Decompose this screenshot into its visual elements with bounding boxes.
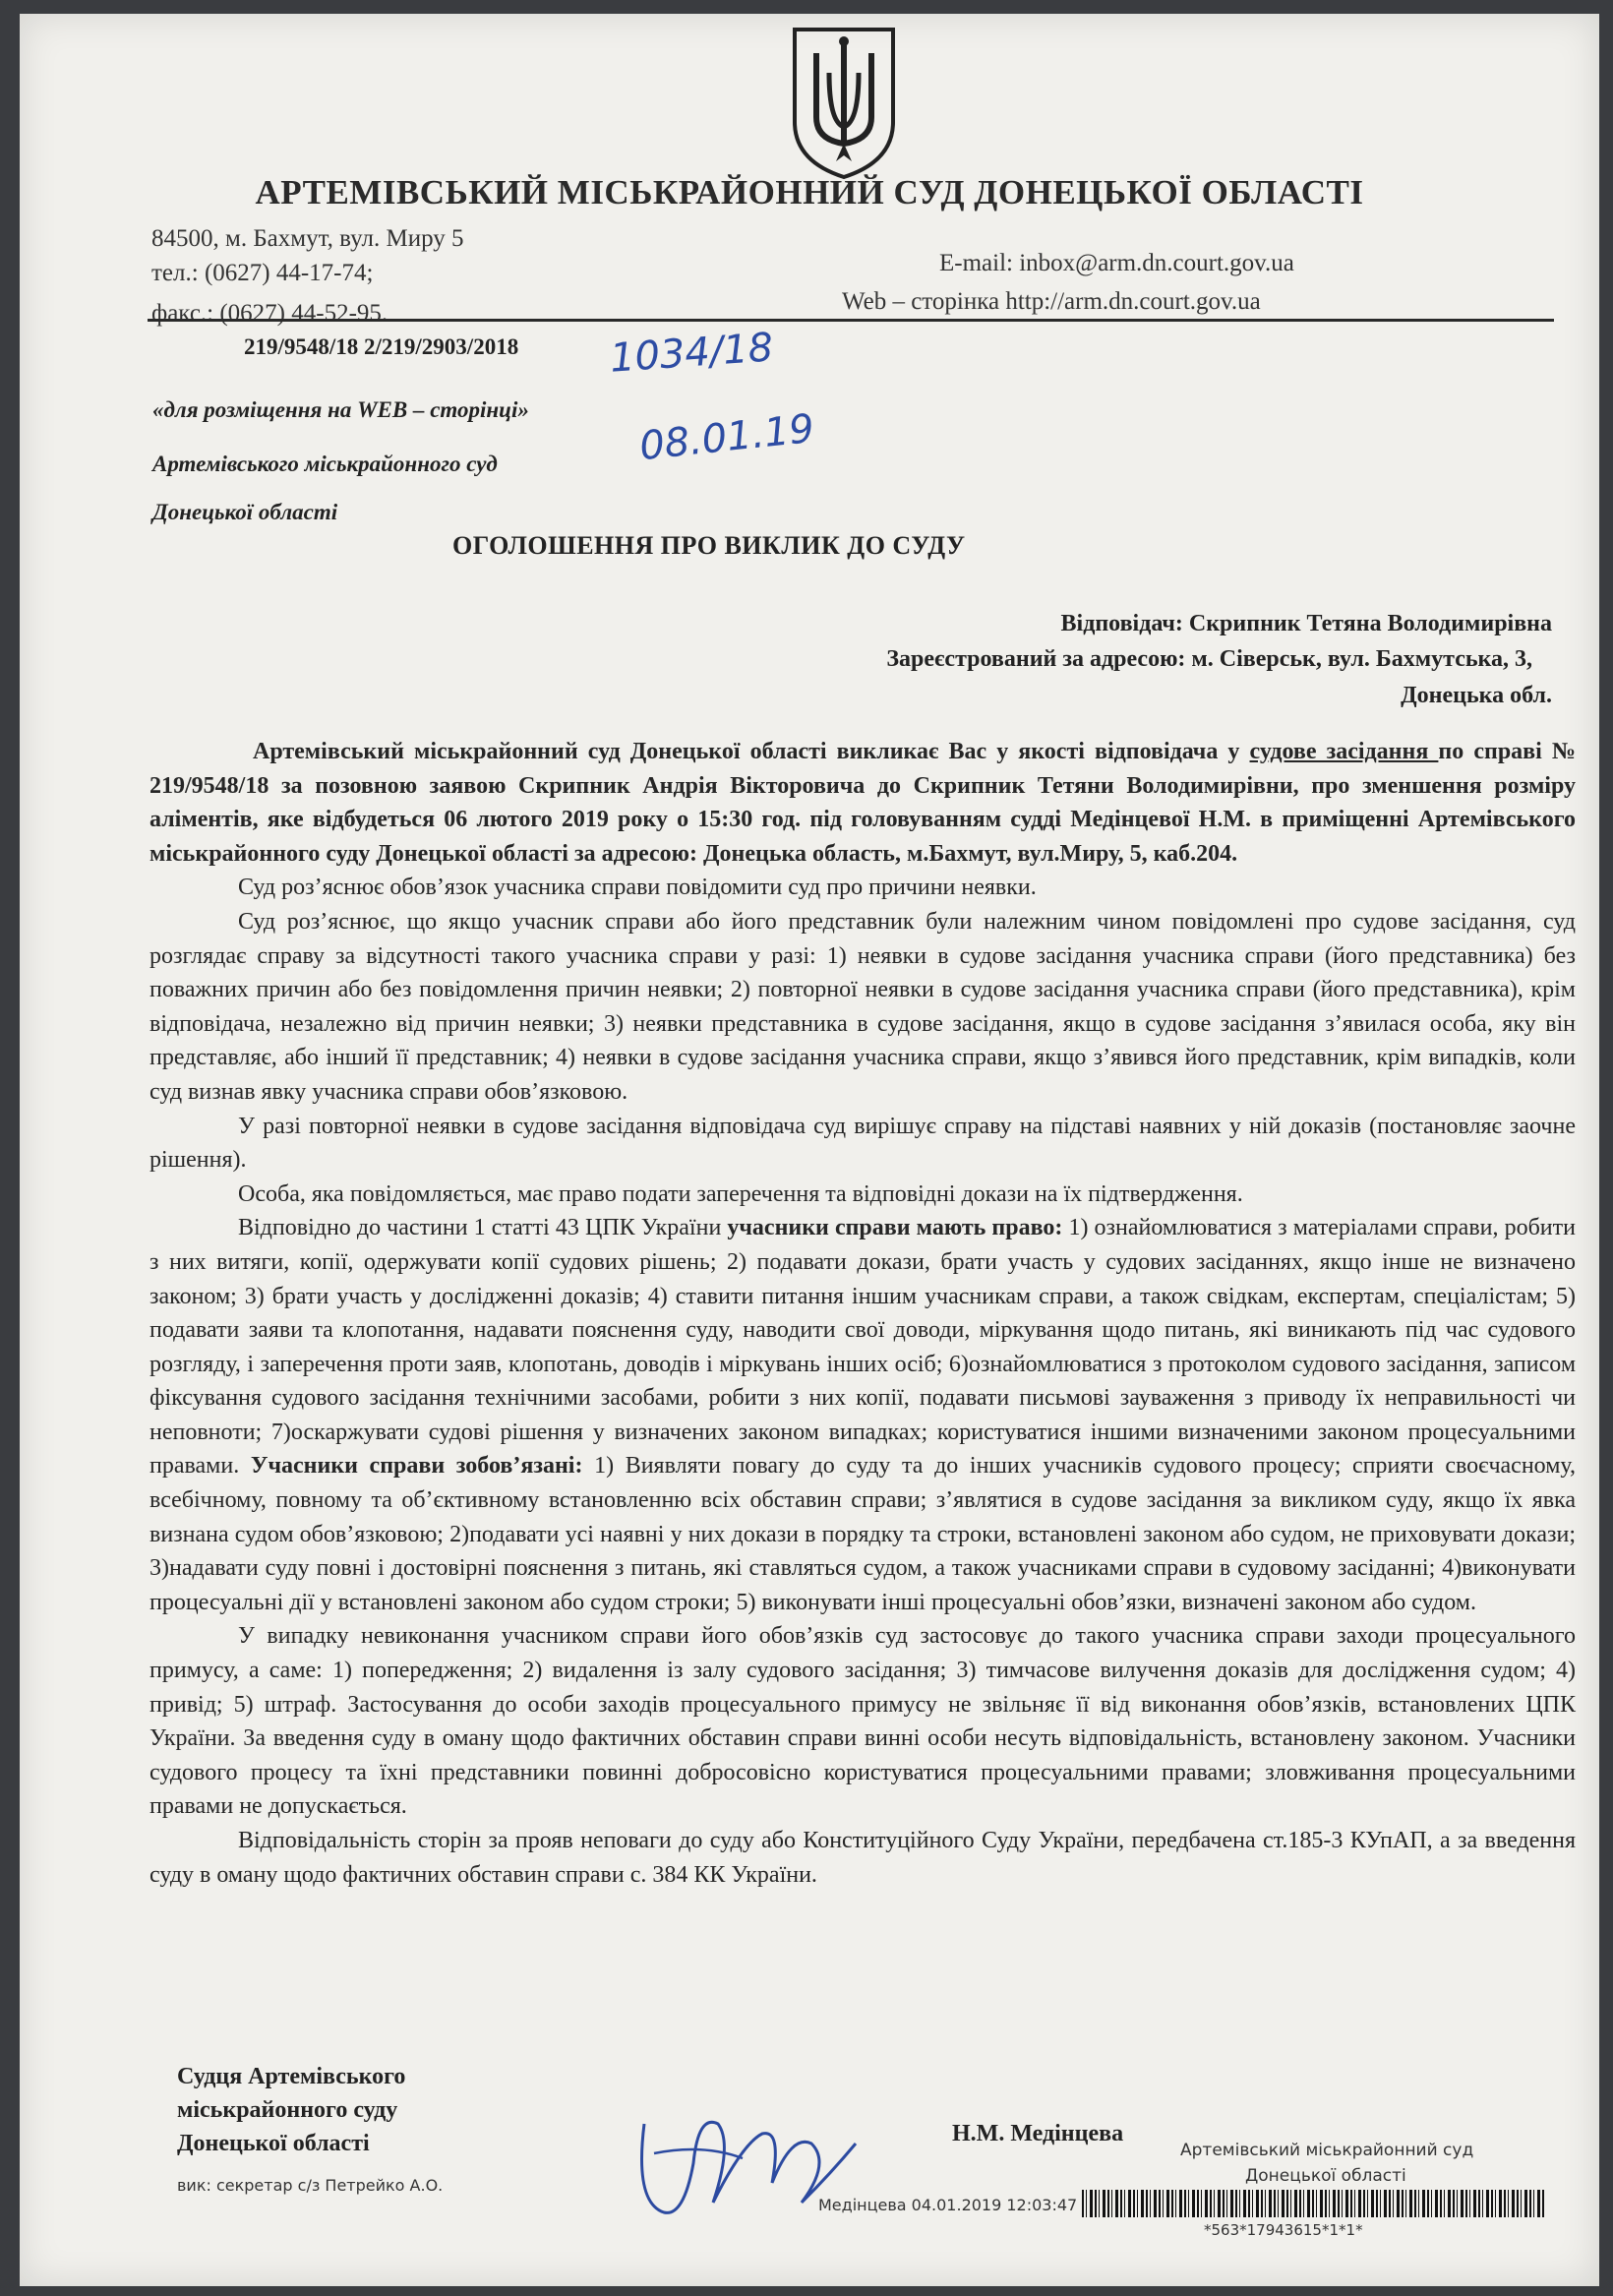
executor-note: вик: секретар с/з Петрейко А.О. [177,2176,444,2195]
stamp-date: Медінцева 04.01.2019 12:03:47 [818,2196,1078,2214]
court-address: 84500, м. Бахмут, вул. Миру 5 [151,225,464,252]
judge-name: Н.М. Медінцева [952,2121,1124,2146]
court-title: АРТЕМІВСЬКИЙ МІСЬКРАЙОННИЙ СУД ДОНЕЦЬКОЇ ОБЛАСТІ [255,173,1364,211]
case-numbers: 219/9548/18 2/219/2903/2018 [244,334,519,359]
judge-signature-block: Судця Артемівського міськрайонного суду Донецької області [177,2064,406,2156]
handwritten-date: 08.01.19 [637,405,817,470]
court-phone: тел.: (0627) 44-17-74; [151,260,374,286]
paragraph-obligation: Суд роз’яснює обов’язок учасника справи повідомити суд про причини неявки. [238,875,1037,901]
court-email: E-mail: inbox@arm.dn.court.gov.ua [939,250,1294,276]
stamp-region: Донецької області [1245,2166,1406,2186]
respondent-name: Відповідач: Скрипник Тетяна Володимирівна [1060,611,1552,636]
court-name-italic-1: Артемівського міськрайонного суд [152,452,498,476]
paragraph-coercion: У випадку невиконання учасником справи його обов’язків суд застосовує до такого учасника справи заходи процесуального примусу, а саме: 1) попередження; 2) видалення із залу судового засідання; 3) тимчасове вилучення доказів для дослідження судом; 4) привід; 5) штраф. Застосування до особи заходів процесуального примусу не звільняє її від виконання обов’язків, встановлених ЦПК України. За введення суду в оману щодо фактичних обставин справи винні особи несуть відповідальність, встановлену законом. Учасники судового процесу та їхні представники повинні добросовісно користуватися процесуальними правами; зловживання процесуальними правами не допускається. [149,1623,1576,1820]
handwritten-reg-number: 1034/18 [608,325,775,382]
header-divider [148,319,1554,322]
respondent-region: Донецька обл. [1401,683,1552,708]
paragraph-absence: Суд роз’яснює, що якщо учасник справи або його представник були належним чином повідомлені про судове засідання, суд розглядає справу за відсутності такого учасника справи у разі: 1) неявки в судове засідання учасника справи (його представника) без поважних причин або без повідомлення причин неявки; 2) повторної неявки в судове засідання учасника справи (його представника), крім відповідача, незалежно від причин неявки; 3) неявки представника в судове засідання, якщо в судове засідання з’явилася особа, яку він представляє, або інший її представник; 4) неявки в судове засідання учасника справи, якщо з’явився його представник, крім випадків, коли суд визнав явку учасника справи обов’язковою. [149,908,1576,1105]
paragraph-objection-right: Особа, яка повідомляється, має право подати заперечення та відповідні докази на їх підтвердження. [238,1180,1243,1207]
stamp-court-name: Артемівський міськрайонний суд [1180,2141,1474,2160]
barcode-text: *563*17943615*1*1* [1204,2221,1363,2239]
court-fax: факс.: (0627) 44-52-95. [151,300,388,327]
paragraph-rights-duties: Відповідно до частини 1 статті 43 ЦПК України учасники справи мають право: 1) ознайомлюватися з матеріалами справи, робити з них витяги, копії, одержувати копії судових рішень; 2) подавати докази, брати участь у судових засіданнях, якщо інше не визначено законом; 3) брати участь у дослідженні доказів; 4) ставити питання іншим учасникам справи, а також свідкам, експертам, спеціалістам; 5) подавати заяви та клопотання, надавати пояснення суду, наводити свої доводи, міркування щодо питань, які виникають під час судового розгляду, і заперечення проти заяв, клопотань, доводів і міркувань інших осіб; 6)ознайомлюватися з протоколом судового засідання, записом фіксування судового засідання технічними засобами, робити з них копії, подавати письмові зауваження з приводу їх неправильності чи неповноти; 7)оскаржувати судові рішення у визначених законом випадках; користуватися іншими визначеними законом процесуальними правами. Учасники справи зобов’язані: 1) Виявляти повагу до суду та до інших учасників судового процесу; сприяти своєчасному, всебічному, повному та об’єктивному встановленню всіх обставин справи; з’являтися в судове засідання за викликом суду, якщо їх явка визнана судом обов’язковою; 2)подавати усі наявні у них докази в порядку та строки, встановлені законом або судом, не приховувати докази; 3)надавати суду повні і достовірні пояснення з питань, які ставляться судом, а також учасниками справи в судовому засіданні; 4)виконувати процесуальні дії у встановлені законом або судом строки; 5) виконувати інші процесуальні обов’язки, визначені законом або судом. [149,1215,1577,1615]
paragraph-summons: Артемівський міськрайонний суд Донецької області викликає Вас у якості відповідача у судове засідання по справі № 219/9548/18 за позовною заявою Скрипник Андрія Вікторовича до Скрипник Тетяни Володимирівни, про зменшення розміру аліментів, яке відбудеться 06 лютого 2019 року о 15:30 год. під головуванням судді Медінцевої Н.М. в приміщенні Артемівського міськрайонного суду Донецької області за адресою: Донецька область, м.Бахмут, вул.Миру, 5, каб.204. [149,739,1576,867]
document-title: ОГОЛОШЕННЯ ПРО ВИКЛИК ДО СУДУ [452,531,966,560]
barcode [1082,2190,1544,2217]
court-name-italic-2: Донецької області [152,500,338,524]
paragraph-liability: Відповідальність сторін за прояв неповаги до суду або Конституційного Суду України, передбачена ст.185-3 КУпАП, а за введення суду в оману щодо фактичних обставин справи с. 384 КК України. [149,1828,1576,1888]
paragraph-repeat-absence: У разі повторної неявки в судове засідання відповідача суд вирішує справу на підставі наявних у ній доказів (постановляє заочне рішення). [149,1113,1576,1174]
summons-body [149,735,1576,1892]
document-page [20,14,1599,2286]
coat-of-arms-icon [785,24,903,181]
court-web: Web – сторінка http://arm.dn.court.gov.ua [842,288,1261,315]
respondent-address: Зареєстрований за адресою: м. Сіверськ, вул. Бахмутська, 3, [886,646,1532,672]
web-placement-note: «для розміщення на WEB – сторінці» [152,397,529,422]
